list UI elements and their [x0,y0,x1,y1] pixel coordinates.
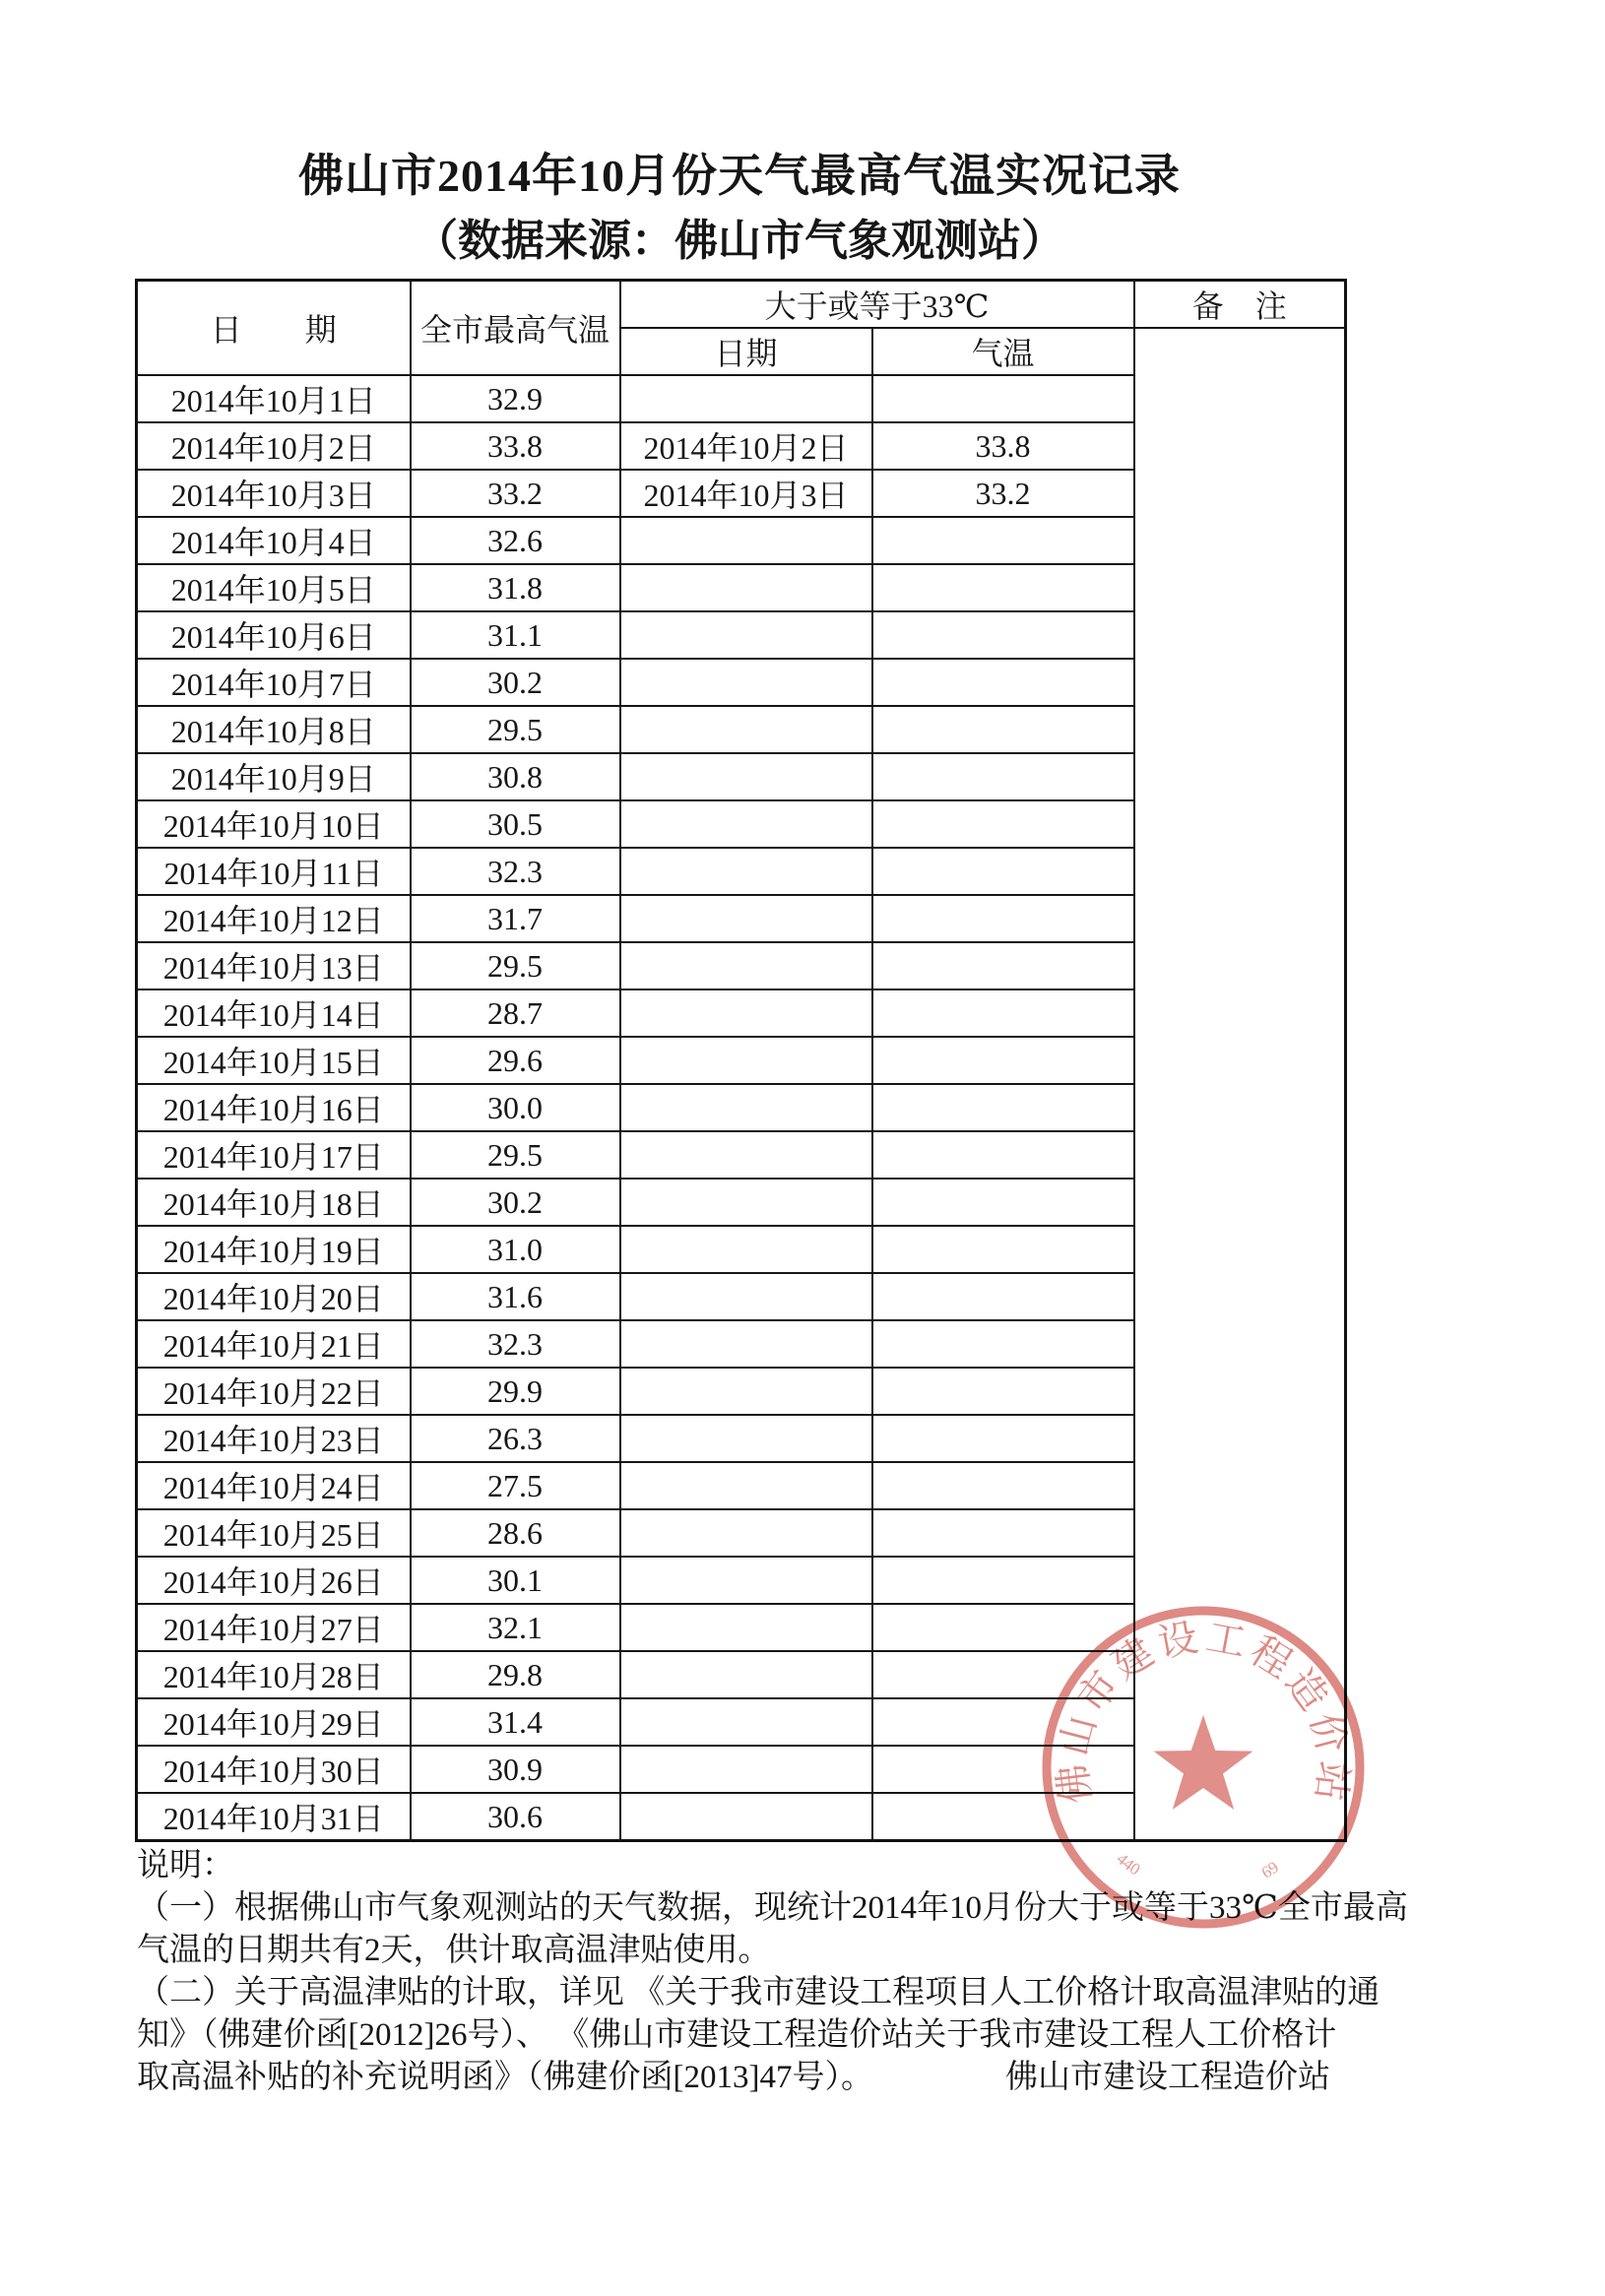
cell-city-max-temp: 33.2 [411,470,620,517]
cell-city-max-temp: 32.3 [411,1320,620,1368]
cell-ge33-temp [872,1368,1134,1415]
cell-date: 2014年10月12日 [137,895,411,942]
cell-city-max-temp: 31.4 [411,1698,620,1746]
cell-ge33-date [620,1793,872,1841]
cell-city-max-temp: 29.5 [411,706,620,753]
header-date: 日 期 [137,281,411,376]
cell-city-max-temp: 29.8 [411,1651,620,1698]
cell-date: 2014年10月24日 [137,1462,411,1509]
notes-label: 说明： [137,1848,234,1883]
notes-section [137,1845,1408,2099]
cell-ge33-temp: 33.2 [872,470,1134,517]
cell-ge33-date [620,1462,872,1509]
cell-ge33-temp [872,517,1134,564]
cell-city-max-temp: 30.5 [411,800,620,848]
header-ge33-date: 日期 [620,328,872,375]
cell-ge33-date [620,375,872,422]
cell-ge33-temp [872,989,1134,1037]
cell-date: 2014年10月16日 [137,1084,411,1131]
cell-ge33-date [620,1320,872,1368]
page-title: 佛山市2014年10月份天气最高气温实况记录 [298,151,1181,201]
cell-date: 2014年10月28日 [137,1651,411,1698]
note-line-2: 气温的日期共有2天，供计取高温津贴使用。 [137,1933,771,1968]
cell-ge33-temp [872,611,1134,659]
cell-ge33-temp [872,800,1134,848]
cell-ge33-temp [872,1179,1134,1226]
cell-ge33-temp [872,375,1134,422]
note-line-5 [137,2057,1330,2099]
cell-date: 2014年10月30日 [137,1746,411,1793]
cell-city-max-temp: 27.5 [411,1462,620,1509]
cell-city-max-temp: 31.0 [411,1226,620,1273]
header-city-max-temp: 全市最高气温 [411,281,620,376]
weather-table [135,279,1347,1842]
cell-ge33-temp [872,1462,1134,1509]
cell-city-max-temp: 30.1 [411,1557,620,1604]
cell-ge33-date [620,1509,872,1557]
cell-date: 2014年10月17日 [137,1131,411,1179]
cell-date: 2014年10月9日 [137,753,411,800]
cell-city-max-temp: 30.8 [411,753,620,800]
cell-ge33-temp [872,895,1134,942]
cell-date: 2014年10月8日 [137,706,411,753]
cell-ge33-date [620,1084,872,1131]
cell-city-max-temp: 30.6 [411,1793,620,1841]
cell-city-max-temp: 30.2 [411,659,620,706]
cell-date: 2014年10月25日 [137,1509,411,1557]
cell-city-max-temp: 26.3 [411,1415,620,1462]
cell-ge33-date [620,517,872,564]
cell-city-max-temp: 29.5 [411,1131,620,1179]
cell-city-max-temp: 29.5 [411,942,620,989]
cell-city-max-temp: 28.7 [411,989,620,1037]
cell-ge33-temp [872,1651,1134,1698]
cell-date: 2014年10月27日 [137,1604,411,1651]
cell-date: 2014年10月11日 [137,848,411,895]
cell-date: 2014年10月31日 [137,1793,411,1841]
cell-city-max-temp: 28.6 [411,1509,620,1557]
cell-date: 2014年10月15日 [137,1037,411,1084]
cell-date: 2014年10月6日 [137,611,411,659]
cell-date: 2014年10月1日 [137,375,411,422]
cell-ge33-date [620,848,872,895]
cell-date: 2014年10月13日 [137,942,411,989]
cell-date: 2014年10月14日 [137,989,411,1037]
cell-city-max-temp: 29.6 [411,1037,620,1084]
cell-date: 2014年10月23日 [137,1415,411,1462]
header-ge33-group: 大于或等于33℃ [620,281,1134,329]
signature: 佛山市建设工程造价站 [1005,2060,1330,2095]
cell-city-max-temp: 32.3 [411,848,620,895]
cell-ge33-date [620,1746,872,1793]
cell-ge33-date [620,1179,872,1226]
header-ge33-temp: 气温 [872,328,1134,375]
cell-date: 2014年10月21日 [137,1320,411,1368]
cell-ge33-date [620,1557,872,1604]
cell-ge33-temp [872,1509,1134,1557]
header-remarks: 备 注 [1134,281,1346,329]
cell-ge33-temp [872,1746,1134,1793]
cell-ge33-date [620,1368,872,1415]
cell-ge33-date [620,1131,872,1179]
cell-ge33-date [620,989,872,1037]
cell-ge33-temp [872,1320,1134,1368]
cell-ge33-date [620,1226,872,1273]
seal-arc-text: 佛山市建设工程造价站 [1050,1614,1357,1807]
cell-ge33-temp [872,1557,1134,1604]
cell-city-max-temp: 31.8 [411,564,620,611]
cell-ge33-temp [872,1793,1134,1841]
cell-date: 2014年10月19日 [137,1226,411,1273]
cell-ge33-date [620,564,872,611]
cell-ge33-date [620,753,872,800]
cell-city-max-temp: 31.1 [411,611,620,659]
cell-city-max-temp: 32.1 [411,1604,620,1651]
cell-ge33-date [620,1651,872,1698]
cell-city-max-temp: 32.9 [411,375,620,422]
cell-city-max-temp: 30.9 [411,1746,620,1793]
cell-date: 2014年10月7日 [137,659,411,706]
cell-date: 2014年10月2日 [137,422,411,470]
cell-ge33-date [620,706,872,753]
cell-ge33-temp [872,706,1134,753]
cell-ge33-temp [872,564,1134,611]
seal-code-left: 440 [1113,1849,1144,1880]
cell-ge33-date [620,1273,872,1320]
cell-ge33-temp [872,1698,1134,1746]
cell-ge33-temp [872,1131,1134,1179]
cell-ge33-temp [872,1226,1134,1273]
cell-city-max-temp: 30.0 [411,1084,620,1131]
cell-city-max-temp: 30.2 [411,1179,620,1226]
cell-date: 2014年10月5日 [137,564,411,611]
cell-ge33-date [620,895,872,942]
cell-ge33-date [620,611,872,659]
note-line-5-text: 取高温补贴的补充说明函》（佛建价函[2013]47号）。 [137,2060,873,2095]
cell-date: 2014年10月10日 [137,800,411,848]
cell-city-max-temp: 32.6 [411,517,620,564]
cell-ge33-temp [872,942,1134,989]
cell-date: 2014年10月29日 [137,1698,411,1746]
note-line-4: 知》（佛建价函[2012]26号）、 《佛山市建设工程造价站关于我市建设工程人工价格计 [137,2017,1337,2053]
page-subtitle: （数据来源：佛山市气象观测站） [415,217,1064,265]
cell-date: 2014年10月3日 [137,470,411,517]
cell-ge33-date [620,659,872,706]
cell-city-max-temp: 29.9 [411,1368,620,1415]
cell-ge33-date [620,800,872,848]
cell-ge33-temp [872,659,1134,706]
note-line-1: （一）根据佛山市气象观测站的天气数据，现统计2014年10月份大于或等于33℃全市最高 [137,1890,1408,1926]
cell-ge33-temp [872,1084,1134,1131]
cell-ge33-temp: 33.8 [872,422,1134,470]
cell-date: 2014年10月22日 [137,1368,411,1415]
cell-city-max-temp: 31.7 [411,895,620,942]
cell-ge33-temp [872,848,1134,895]
remarks-column-cell [1134,328,1346,1841]
cell-ge33-date [620,1415,872,1462]
cell-ge33-temp [872,1604,1134,1651]
cell-date: 2014年10月26日 [137,1557,411,1604]
cell-ge33-temp [872,1415,1134,1462]
cell-ge33-temp [872,753,1134,800]
cell-ge33-date [620,1037,872,1084]
cell-date: 2014年10月4日 [137,517,411,564]
cell-ge33-date: 2014年10月3日 [620,470,872,517]
cell-ge33-temp [872,1273,1134,1320]
cell-ge33-temp [872,1037,1134,1084]
cell-date: 2014年10月18日 [137,1179,411,1226]
cell-city-max-temp: 33.8 [411,422,620,470]
cell-ge33-date: 2014年10月2日 [620,422,872,470]
cell-ge33-date [620,1604,872,1651]
note-line-3: （二）关于高温津贴的计取，详见 《关于我市建设工程项目人工价格计取高温津贴的通 [137,1975,1380,2010]
seal-code-right: 69 [1257,1857,1282,1882]
cell-date: 2014年10月20日 [137,1273,411,1320]
table-header-row-1 [137,281,1346,329]
cell-city-max-temp: 31.6 [411,1273,620,1320]
cell-ge33-date [620,1698,872,1746]
cell-ge33-date [620,942,872,989]
